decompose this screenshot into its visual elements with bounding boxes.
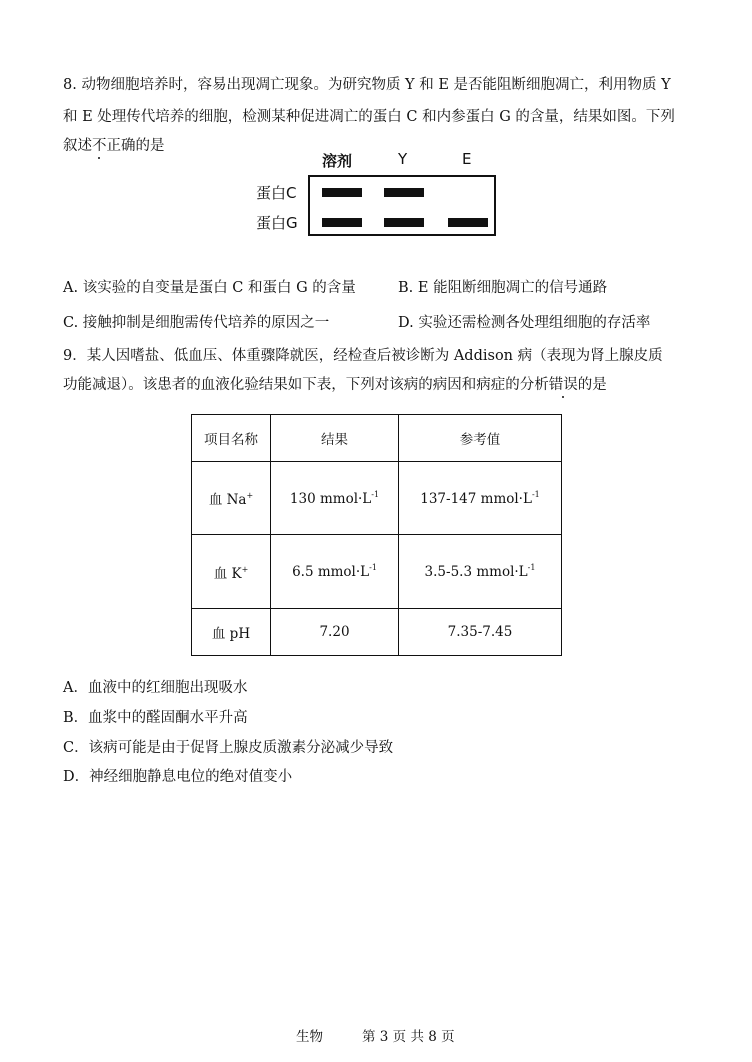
q8-option-c: C. 接触抑制是细胞需传代培养的原因之一 (63, 315, 330, 331)
table-cell-item: 血 pH (192, 609, 271, 656)
q9-stem-line2: 功能减退）。该患者的血液化验结果如下表，下列对该病的病因和病症的分析错误的是 (63, 377, 607, 393)
blot-col-e: E (462, 150, 472, 168)
q8-stem-line1: 8. 动物细胞培养时，容易出现凋亡现象。为研究物质 Y 和 E 是否能阻断细胞凋亡，利用物质 Y (63, 77, 671, 93)
table-row (192, 535, 562, 609)
band-g-y (384, 218, 424, 227)
band-g-solvent (322, 218, 362, 227)
table-row (192, 609, 562, 656)
blot-membrane (308, 175, 496, 236)
table-header-reference: 参考值 (399, 415, 562, 462)
band-c-solvent (322, 188, 362, 197)
q9-option-b: B．血浆中的醛固酮水平升高 (63, 710, 248, 726)
q9-option-a: A．血液中的红细胞出现吸水 (63, 680, 248, 696)
blot-row-protein-g: 蛋白G (256, 214, 298, 232)
q8-option-a: A. 该实验的自变量是蛋白 C 和蛋白 G 的含量 (63, 280, 356, 296)
table-cell-result: 130 $mmol\cdot L^{-1}$ (271, 462, 399, 535)
blot-row-protein-c: 蛋白C (256, 184, 297, 202)
band-c-y (384, 188, 424, 197)
q9-option-c: C．该病可能是由于促肾上腺皮质激素分泌减少导致 (63, 740, 394, 756)
table-cell-reference: 137-147 $mmol\cdot L^{-1}$ (399, 462, 562, 535)
table-cell-item: 血 Na+ (192, 462, 271, 535)
q8-stem-line2: 和 E 处理传代培养的细胞，检测某种促进凋亡的蛋白 C 和内参蛋白 G 的含量，结果如图。下列 (63, 109, 675, 125)
q9-option-d: D．神经细胞静息电位的绝对值变小 (63, 769, 293, 785)
q9-stem-line1: 9．某人因嗜盐、低血压、体重骤降就医，经检查后被诊断为 Addison 病（表现为肾上腺皮质 (63, 348, 663, 364)
blot-col-y: Y (398, 150, 408, 168)
table-cell-reference: 7.35-7.45 (399, 609, 562, 656)
blood-test-table (191, 414, 562, 656)
table-header-row (192, 415, 562, 462)
emphasis-not: 不 (92, 138, 107, 154)
q8-option-b: B. E 能阻断细胞凋亡的信号通路 (398, 280, 608, 296)
band-g-e (448, 218, 488, 227)
table-header-item: 项目名称 (192, 415, 271, 462)
table-cell-item: 血 K+ (192, 535, 271, 609)
table-cell-result: 6.5 $mmol\cdot L^{-1}$ (271, 535, 399, 609)
blot-col-solvent: 溶剂 (322, 152, 353, 170)
footer-page-number: 第 3 页 共 8 页 (362, 1029, 455, 1045)
table-cell-reference: 3.5-5.3 $mmol\cdot L^{-1}$ (399, 535, 562, 609)
emphasis-wrong: 错误 (548, 377, 578, 393)
table-cell-result: 7.20 (271, 609, 399, 656)
footer-subject: 生物 (296, 1029, 323, 1045)
q8-stem-line3: 叙述不正确的是 (63, 138, 165, 154)
q8-option-d: D. 实验还需检测各处理组细胞的存活率 (398, 315, 651, 331)
table-row (192, 462, 562, 535)
table-header-result: 结果 (271, 415, 399, 462)
